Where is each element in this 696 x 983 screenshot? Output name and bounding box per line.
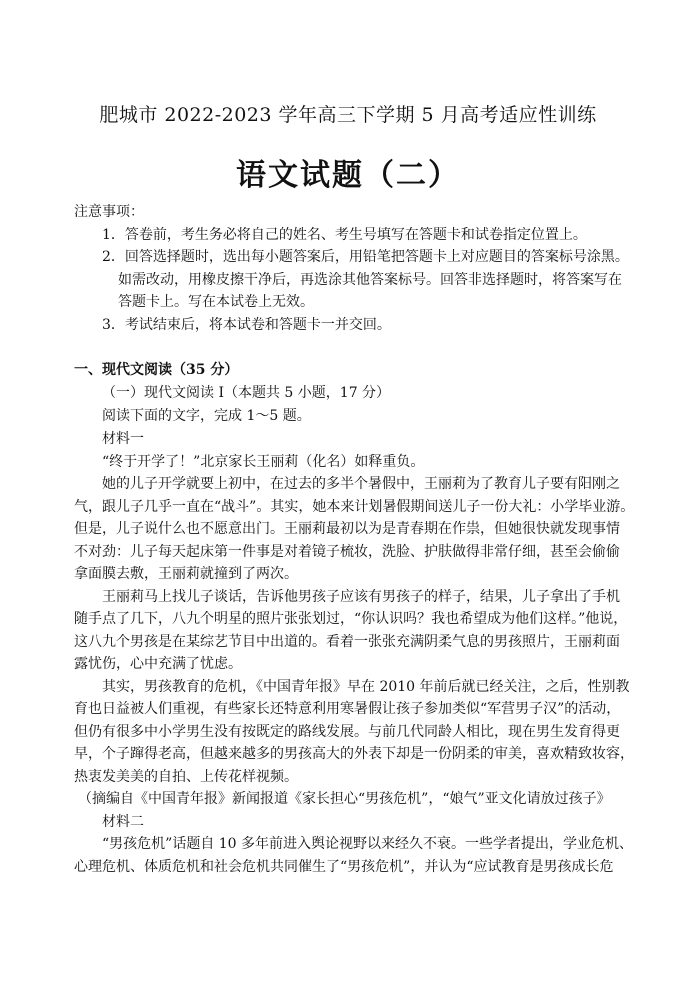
paragraph-line: 热衷发美美的自拍、上传花样视频。: [74, 769, 298, 785]
section-heading: 一、现代文阅读（35 分）: [74, 362, 239, 378]
paragraph-line: 但仍有很多中小学男生没有按既定的路线发展。与前几代同龄人相比，现在男生发育得更: [74, 724, 620, 740]
notice-line: 3．考试结束后，将本试卷和答题卡一并交回。: [102, 317, 391, 333]
paragraph-line: 露忧伤，心中充满了忧虑。: [74, 656, 242, 672]
paragraph-line: “终于开学了！”北京家长王丽莉（化名）如释重负。: [102, 454, 425, 470]
notice-line: 如需改动，用橡皮擦干净后，再选涂其他答案标号。回答非选择题时，将答案写在: [118, 272, 622, 288]
paragraph-line: 这八九个男孩是在某综艺节目中出道的。看着一张张充满阴柔气息的男孩照片，王丽莉面: [74, 634, 620, 650]
paragraph-line: 不对劲：儿子每天起床第一件事是对着镜子梳妆，洗脸、护肤做得非常仔细，甚至会偷偷: [74, 544, 620, 560]
notice-line: 1．答卷前，考生务必将自己的姓名、考生号填写在答题卡和试卷指定位置上。: [102, 227, 587, 243]
paragraph-line: 随手点了几下，八九个明星的照片张张划过，“你认识吗？我也希望成为他们这样。”他说，: [74, 611, 628, 627]
paragraph-line: 其实，男孩教育的危机，《中国青年报》早在 2010 年前后就已经关注，之后，性别教: [102, 679, 630, 695]
notice-heading: 注意事项：: [74, 204, 144, 220]
paragraph-line: 但是，儿子说什么也不愿意出门。王丽莉最初以为是青春期在作祟，但她很快就发现事情: [74, 521, 620, 537]
exam-title: 肥城市 2022-2023 学年高三下学期 5 月高考适应性训练: [99, 104, 597, 126]
reading-instruction: 阅读下面的文字，完成 1～5 题。: [102, 408, 311, 424]
paragraph-line: 她的儿子开学就要上初中，在过去的多半个暑假中，王丽莉为了教育儿子要有阳刚之: [102, 476, 620, 492]
paragraph-line: 早，个子蹿得老高，但越来越多的男孩高大的外表下却是一份阴柔的审美，喜欢精致妆容，: [74, 746, 634, 762]
paragraph-line: “男孩危机”话题自 10 多年前进入舆论视野以来经久不衰。一些学者提出，学业危机、: [102, 836, 634, 852]
paragraph-line: 王丽莉马上找儿子谈话，告诉他男孩子应该有男孩子的样子，结果，儿子拿出了手机: [102, 589, 620, 605]
paragraph-line: 育也日益被人们重视，有些家长还特意利用寒暑假让孩子参加类似“军营男子汉”的活动，: [74, 701, 621, 717]
paragraph-line: 气，跟儿子几乎一直在“战斗”。其实，她本来计划暑假期间送儿子一份大礼：小学毕业游。: [74, 499, 635, 515]
paragraph-line: 心理危机、体质危机和社会危机共同催生了“男孩危机”，并认为“应试教育是男孩成长危: [74, 859, 614, 875]
material-1-label: 材料一: [102, 431, 144, 447]
notice-line: 答题卡上。写在本试卷上无效。: [118, 294, 314, 310]
material-2-label: 材料二: [102, 814, 144, 830]
section-subheading: （一）现代文阅读 I（本题共 5 小题，17 分）: [102, 385, 391, 401]
notice-line: 2．回答选择题时，选出每小题答案后，用铅笔把答题卡上对应题目的答案标号涂黑。: [102, 249, 629, 265]
source-note: （摘编自《中国青年报》新闻报道《家长担心“男孩危机”，“娘气”亚文化请放过孩子》: [78, 791, 611, 807]
exam-subtitle: 语文试题（二）: [236, 158, 460, 193]
paragraph-line: 拿面膜去敷，王丽莉就撞到了两次。: [74, 566, 298, 582]
